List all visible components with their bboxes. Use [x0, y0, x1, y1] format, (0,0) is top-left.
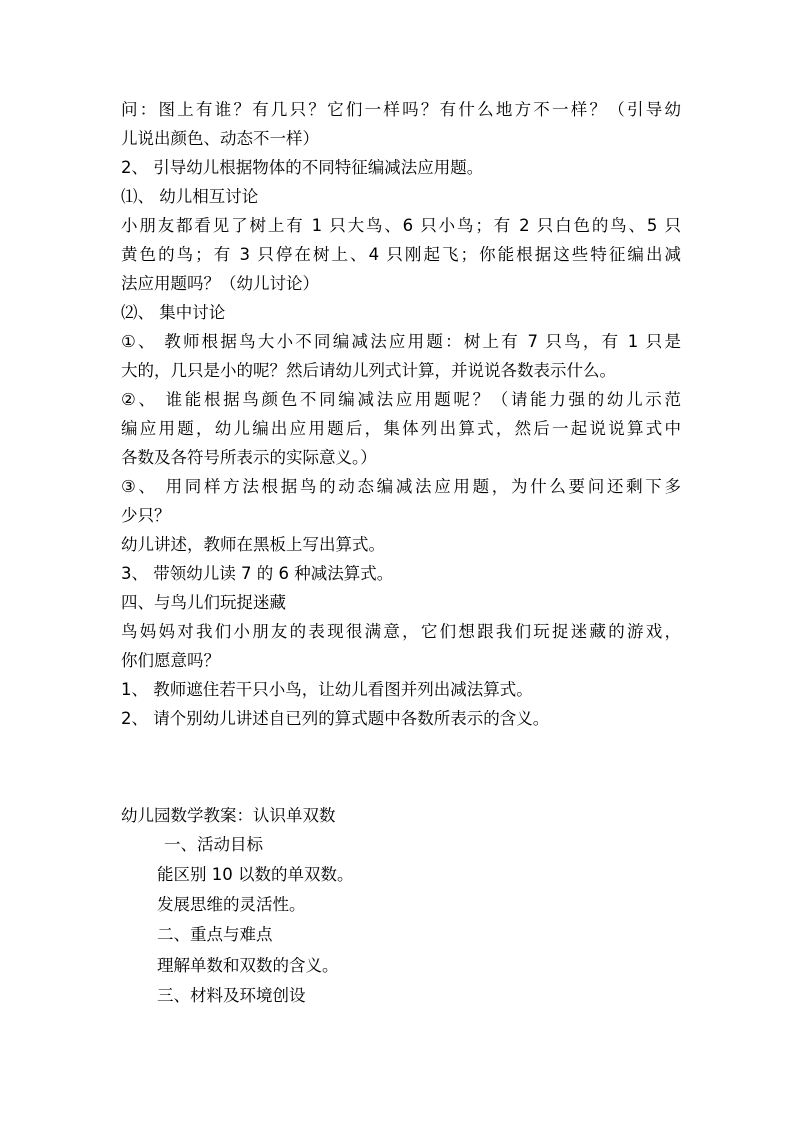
text-line: 少只？: [121, 506, 171, 525]
text-line: 鸟妈妈对我们小朋友的表现很满意，它们想跟我们玩捉迷藏的游戏，: [121, 622, 681, 641]
text-line: ⑴、 幼儿相互讨论: [121, 187, 259, 206]
paragraph: [121, 95, 681, 153]
paragraph: [121, 153, 681, 182]
text-line: ①、 教师根据鸟大小不同编减法应用题：树上有 7 只鸟，有 1 只是: [121, 332, 681, 351]
paragraph: [121, 182, 681, 211]
text-line: 小朋友都看见了树上有 1 只大鸟、6 只小鸟；有 2 只白色的鸟、5 只: [121, 216, 681, 235]
section-heading-goals: 一、活动目标: [164, 835, 263, 854]
text-line: 3、 带领幼儿读 7 的 6 种减法算式。: [121, 564, 394, 583]
text-line: 各数及各符号所表示的实际意义。）: [121, 448, 377, 467]
paragraph: [121, 617, 681, 675]
goal-item: 能区别 10 以数的单双数。: [157, 865, 354, 884]
paragraph: [121, 704, 681, 733]
text-line: 1、 教师遮住若干只小鸟，让幼儿看图并列出减法算式。: [121, 680, 533, 699]
text-line: ⑵、 集中讨论: [121, 303, 226, 322]
text-line: 你们愿意吗？: [121, 651, 220, 670]
text-line: ③、 用同样方法根据鸟的动态编减法应用题，为什么要问还剩下多: [121, 477, 681, 496]
text-line: 问：图上有谁？有几只？它们一样吗？有什么地方不一样？（引导幼: [121, 100, 681, 119]
paragraph: [121, 298, 681, 327]
section-heading-keypoints: 二、重点与难点: [157, 925, 273, 944]
paragraph: [121, 211, 681, 298]
text-line: 四、与鸟儿们玩捉迷藏: [121, 593, 286, 612]
text-line: 大的，几只是小的呢？然后请幼儿列式计算，并说说各数表示什么。: [121, 361, 616, 380]
text-line: 黄色的鸟；有 3 只停在树上、4 只刚起飞；你能根据这些特征编出减: [121, 245, 681, 264]
text-line: 儿说出颜色、动态不一样）: [121, 129, 319, 148]
text-line: 2、 请个别幼儿讲述自已列的算式题中各数所表示的含义。: [121, 709, 550, 728]
text-line: 幼儿讲述，教师在黑板上写出算式。: [121, 535, 385, 554]
paragraph: [121, 472, 681, 530]
paragraph: [121, 675, 681, 704]
lesson-continuation: [121, 95, 681, 733]
paragraph: [121, 327, 681, 385]
lesson-title: 幼儿园数学教案：认识单双数: [121, 806, 336, 825]
goal-item: 发展思维的灵活性。: [157, 895, 306, 914]
keypoint-item: 理解单数和双数的含义。: [157, 956, 339, 975]
paragraph: [121, 385, 681, 472]
text-line: 法应用题吗？（幼儿讨论）: [121, 274, 319, 293]
text-line: 2、 引导幼儿根据物体的不同特征编减法应用题。: [121, 158, 484, 177]
paragraph: [121, 588, 681, 617]
text-line: 编应用题，幼儿编出应用题后，集体列出算式，然后一起说说算式中: [121, 419, 681, 438]
paragraph: [121, 559, 681, 588]
text-line: ②、 谁能根据鸟颜色不同编减法应用题呢？（请能力强的幼儿示范: [121, 390, 681, 409]
paragraph: [121, 530, 681, 559]
section-heading-materials: 三、材料及环境创设: [157, 986, 306, 1005]
